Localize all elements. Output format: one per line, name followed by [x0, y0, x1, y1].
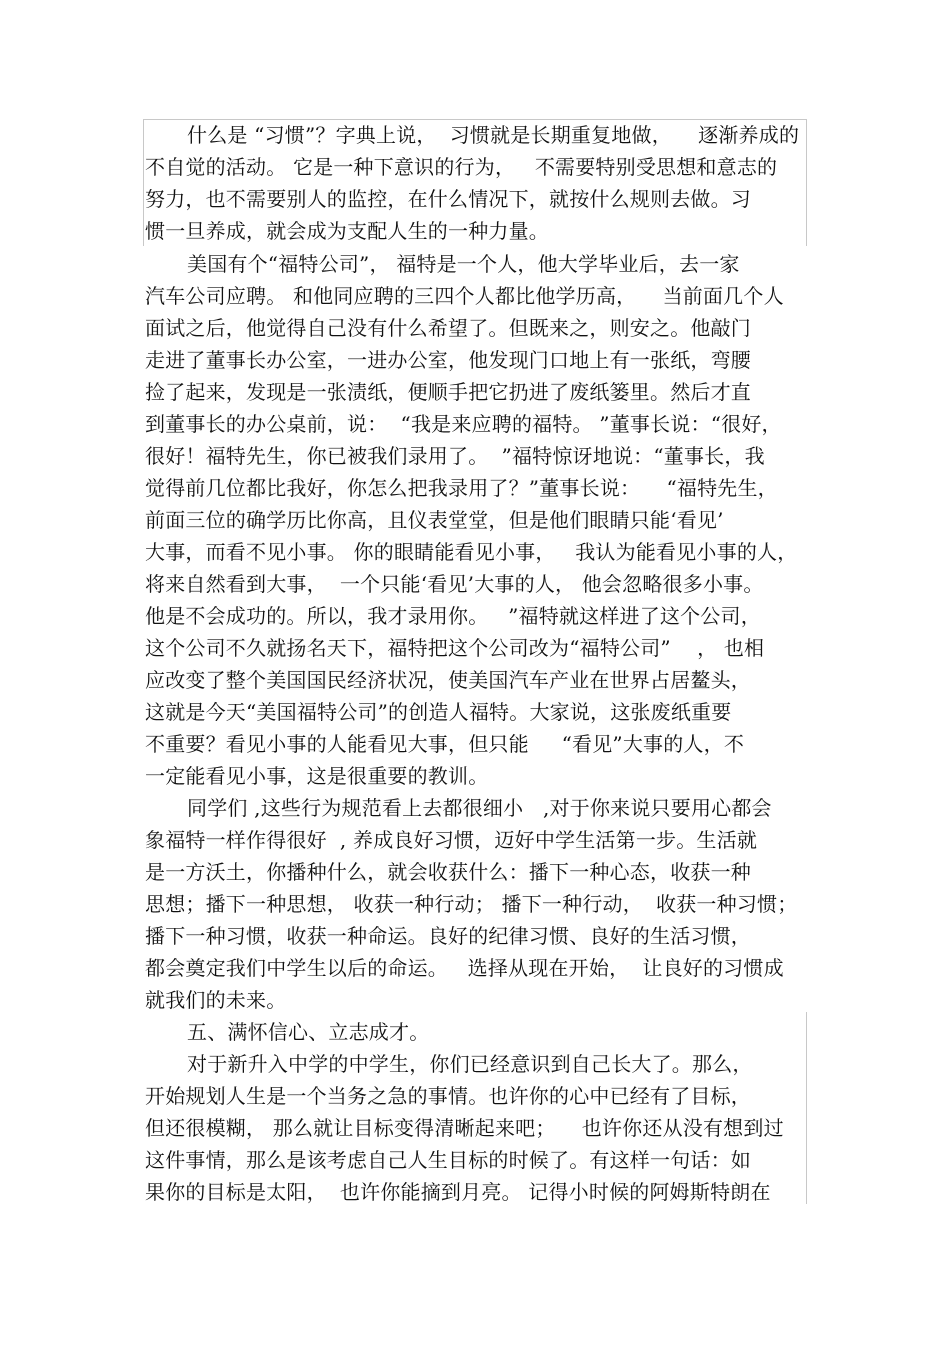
text-line: 大事，而看不见小事。 你的眼睛能看见小事， 我认为能看见小事的人， — [145, 540, 798, 564]
text-line: 惯一旦养成，就会成为支配人生的一种力量。 — [145, 219, 549, 243]
right-rule-2 — [806, 1012, 807, 1204]
text-line: 是一方沃土，你播种什么，就会收获什么：播下一种心态，收获一种 — [145, 860, 751, 884]
text-line: 果你的目标是太阳， 也许你能摘到月亮。 记得小时候的阿姆斯特朗在 — [145, 1180, 771, 1204]
top-rule — [143, 119, 807, 120]
text-line: 前面三位的确学历比你高，且仪表堂堂，但是他们眼睛只能‘看见’ — [145, 508, 724, 532]
text-line: 不自觉的活动。 它是一种下意识的行为， 不需要特别受思想和意志的 — [145, 155, 778, 179]
text-line: 都会奠定我们中学生以后的命运。 选择从现在开始， 让良好的习惯成 — [145, 956, 784, 980]
left-rule — [143, 119, 144, 246]
text-line: 这个公司不久就扬名天下，福特把这个公司改为“福特公司” ， 也相 — [145, 636, 765, 660]
text-line: 但还很模糊， 那么就让目标变得清晰起来吧； 也许你还从没有想到过 — [145, 1116, 784, 1140]
text-line: 播下一种习惯，收获一种命运。良好的纪律习惯、良好的生活习惯， — [145, 924, 751, 948]
text-line: 到董事长的办公桌前，说： “我是来应聘的福特。 ”董事长说：“很好， — [145, 412, 782, 436]
text-line: 就我们的未来。 — [145, 988, 287, 1012]
text-line: 一定能看见小事，这是很重要的教训。 — [145, 764, 489, 788]
text-line: 捡了起来，发现是一张渍纸，便顺手把它扔进了废纸篓里。然后才直 — [145, 380, 751, 404]
text-line: 很好！福特先生，你已被我们录用了。 ”福特惊讶地说：“董事长，我 — [145, 444, 765, 468]
text-line: 这就是今天“美国福特公司”的创造人福特。大家说，这张废纸重要 — [145, 700, 732, 724]
text-line: 面试之后，他觉得自己没有什么希望了。但既来之，则安之。他敲门 — [145, 316, 751, 340]
text-line: 思想；播下一种思想， 收获一种行动； 播下一种行动， 收获一种习惯； — [145, 892, 798, 916]
section-heading: 五、满怀信心、立志成才。 — [187, 1020, 430, 1044]
text-line: 不重要？看见小事的人能看见大事，但只能 “看见”大事的人，不 — [145, 732, 745, 756]
text-line: 美国有个“福特公司”， 福特是一个人，他大学毕业后，去一家 — [187, 252, 740, 276]
text-line: 觉得前几位都比我好，你怎么把我录用了？”董事长说： “福特先生， — [145, 476, 778, 500]
text-line: 他是不会成功的。所以，我才录用你。 ”福特就这样进了这个公司， — [145, 604, 761, 628]
text-line: 同学们 ,这些行为规范看上去都很细小 ,对于你来说只要用心都会 — [187, 796, 772, 820]
text-line: 开始规划人生是一个当务之急的事情。也许你的心中已经有了目标， — [145, 1084, 751, 1108]
right-rule-1 — [806, 119, 807, 246]
text-line: 什么是 “习惯”？字典上说， 习惯就是长期重复地做， 逐渐养成的 — [187, 123, 800, 147]
text-line: 象福特一样作得很好 , 养成良好习惯，迈好中学生活第一步。生活就 — [145, 828, 758, 852]
text-line: 应改变了整个美国国民经济状况，使美国汽车产业在世界占居鳌头， — [145, 668, 751, 692]
text-line: 这件事情，那么是该考虑自己人生目标的时候了。有这样一句话：如 — [145, 1148, 751, 1172]
text-line: 汽车公司应聘。 和他同应聘的三四个人都比他学历高， 当前面几个人 — [145, 284, 784, 308]
text-line: 走进了董事长办公室，一进办公室，他发现门口地上有一张纸，弯腰 — [145, 348, 751, 372]
text-line: 努力，也不需要别人的监控，在什么情况下，就按什么规则去做。习 — [145, 187, 751, 211]
text-line: 对于新升入中学的中学生，你们已经意识到自己长大了。那么， — [187, 1052, 753, 1076]
text-line: 将来自然看到大事， 一个只能‘看见’大事的人， 他会忽略很多小事。 — [145, 572, 764, 596]
